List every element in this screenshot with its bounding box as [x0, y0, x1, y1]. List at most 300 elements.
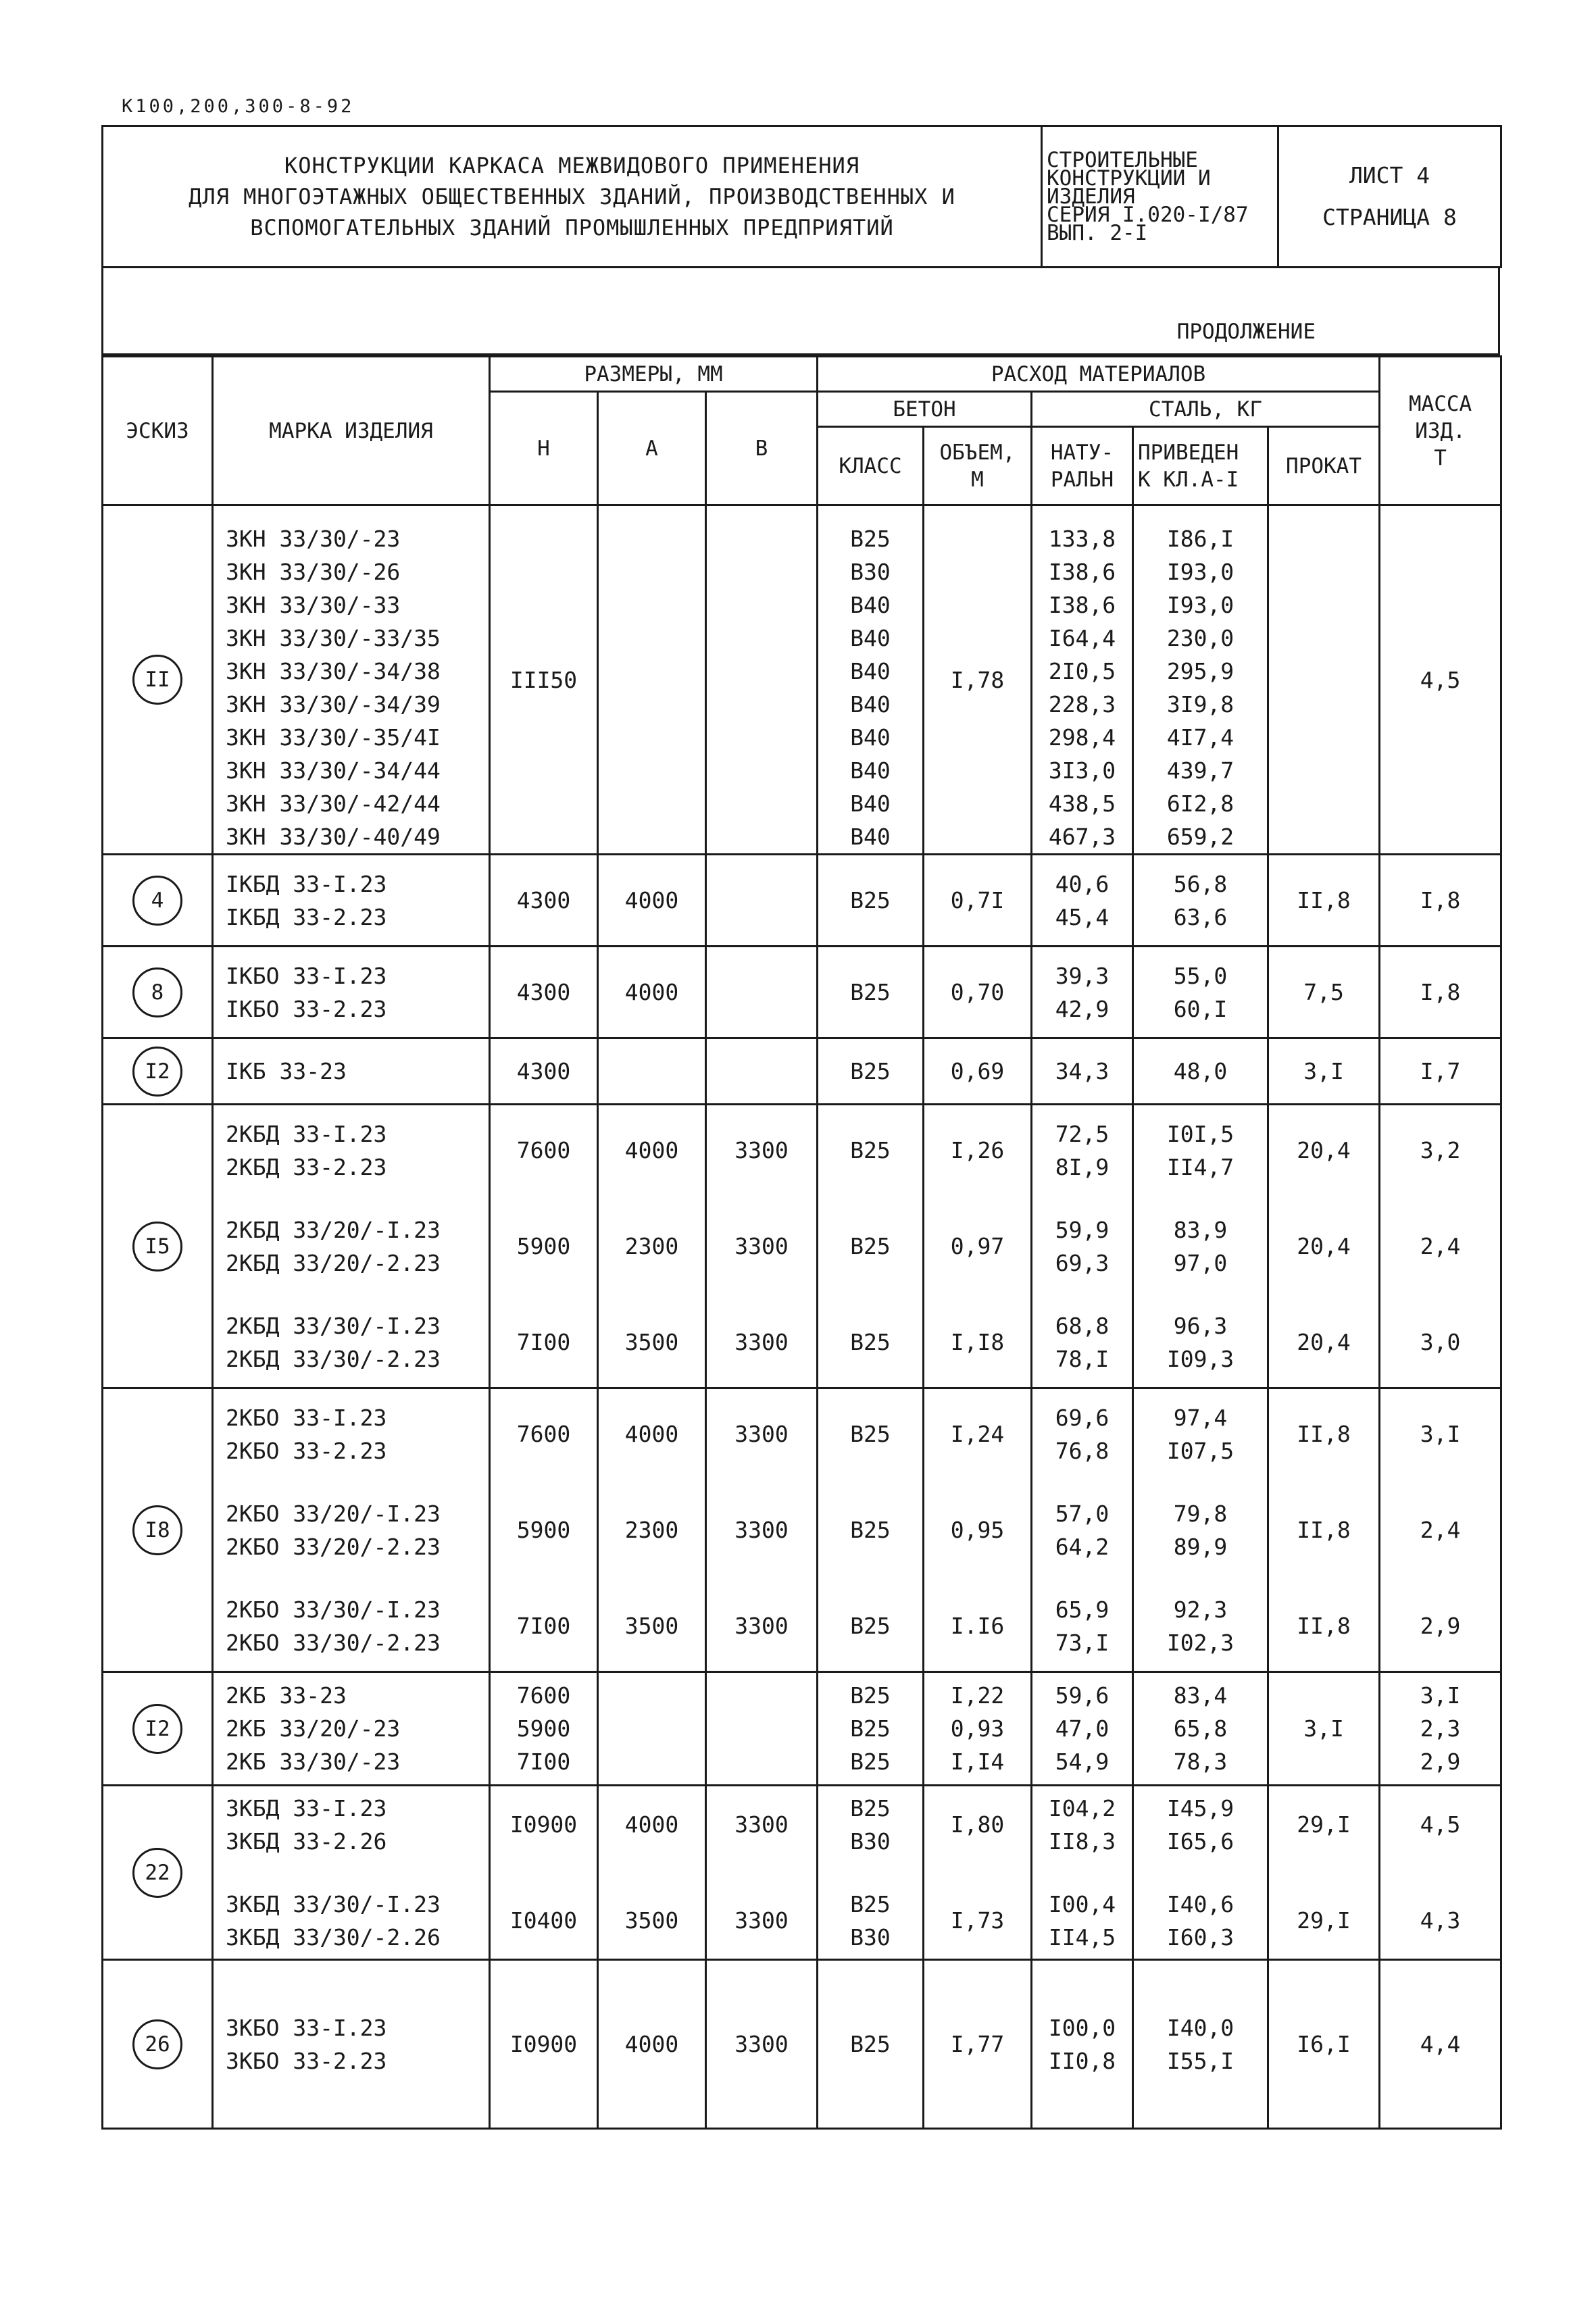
size-b-list	[707, 1117, 816, 1184]
mark: 2КБ 33/20/-23	[226, 1715, 401, 1742]
steel-rolled-list	[1269, 2011, 1378, 2078]
steel-natural-list	[1032, 522, 1132, 853]
col-natural-line: НАТУ-	[1050, 440, 1114, 465]
steel-rolled: II,8	[1297, 1517, 1351, 1543]
mass: 3,I	[1420, 1682, 1461, 1709]
col-mass-line: МАССА	[1408, 391, 1472, 416]
concrete-volume: 0,70	[950, 979, 1005, 1005]
steel-rolled-cell	[1268, 855, 1380, 947]
group-gap	[1269, 1184, 1378, 1213]
concrete-volume-cell	[924, 1038, 1032, 1105]
concrete-class: B25	[850, 1233, 891, 1259]
materials-table	[101, 355, 1502, 2130]
size-b-list	[707, 976, 816, 1009]
steel-rolled-cell	[1268, 1786, 1380, 1960]
steel-reduced: 295,9	[1166, 658, 1235, 684]
size-b-list	[707, 1497, 816, 1563]
title-line: КОНСТРУКЦИИ КАРКАСА МЕЖВИДОВОГО ПРИМЕНЕНИЯ	[284, 153, 860, 178]
concrete-class-list	[818, 1401, 922, 1467]
size-h-list	[491, 2011, 597, 2078]
size-h-list	[491, 1055, 597, 1088]
group-gap	[1134, 1467, 1267, 1497]
size-a-list	[599, 1309, 705, 1376]
concrete-class: B25	[850, 526, 891, 552]
mark: 2КБД 33-2.23	[226, 1153, 387, 1180]
steel-natural: II0,8	[1048, 2047, 1116, 2074]
size-a-list	[599, 1401, 705, 1467]
size-b: 3300	[734, 1137, 789, 1163]
steel-reduced: I65,6	[1166, 1828, 1235, 1855]
continuation-bar	[101, 268, 1500, 355]
size-a-list	[599, 1117, 705, 1184]
mark: 3КН 33/30/-23	[226, 526, 401, 552]
group-gap	[491, 1467, 597, 1497]
concrete-class-list	[818, 1213, 922, 1280]
concrete-volume: I,24	[950, 1421, 1005, 1447]
steel-natural-list	[1032, 1401, 1132, 1467]
mass-list	[1380, 1679, 1500, 1778]
concrete-volume: I,73	[950, 1907, 1005, 1934]
steel-natural: 438,5	[1048, 790, 1116, 817]
steel-reduced-list	[1134, 959, 1267, 1026]
size-h-cell	[490, 1960, 598, 2129]
steel-reduced: I45,9	[1166, 1794, 1235, 1821]
steel-rolled: 20,4	[1297, 1137, 1351, 1163]
size-a-list	[599, 1888, 705, 1954]
mark-cell	[213, 1388, 490, 1672]
mark-list	[226, 867, 489, 934]
steel-reduced: I07,5	[1166, 1437, 1235, 1464]
concrete-volume-list	[924, 1679, 1030, 1778]
size-a-list	[599, 959, 705, 1026]
mass: 2,4	[1420, 1517, 1461, 1543]
steel-reduced-list	[1134, 867, 1267, 934]
steel-natural: I00,4	[1048, 1890, 1116, 1917]
col-natural-line: РАЛЬН	[1050, 467, 1114, 492]
size-b-cell	[706, 1038, 818, 1105]
steel-reduced: 96,3	[1173, 1312, 1228, 1339]
col-a: А	[598, 392, 706, 505]
group-gap	[1269, 1467, 1378, 1497]
col-volume-line: М	[971, 467, 984, 492]
sketch-cell	[103, 1672, 213, 1786]
size-a-cell	[598, 1388, 706, 1672]
concrete-class-list	[818, 867, 922, 934]
size-b-list	[707, 1213, 816, 1280]
series-line: СЕРИЯ I.020-I/87	[1047, 202, 1249, 227]
concrete-volume-list	[924, 514, 1030, 845]
mark-list	[226, 1593, 489, 1659]
sketch-number-badge: 4	[132, 876, 182, 926]
sketch-number-badge: 22	[132, 1848, 182, 1898]
concrete-class-cell	[818, 1960, 924, 2129]
concrete-class: B40	[850, 824, 891, 850]
mark-list	[226, 1117, 489, 1184]
mark-list	[226, 1792, 489, 1858]
table-row	[103, 947, 1501, 1038]
col-materials: РАСХОД МАТЕРИАЛОВ	[818, 357, 1380, 392]
sketch-cell	[103, 1038, 213, 1105]
steel-reduced: I60,3	[1166, 1923, 1235, 1951]
group-gap	[1380, 1563, 1500, 1593]
size-b-cell	[706, 855, 818, 947]
document-code: К100,200,300-8-92	[122, 96, 355, 117]
group-gap	[924, 1280, 1030, 1309]
col-volume-line: ОБЪЕМ,	[939, 440, 1016, 465]
mass-cell	[1380, 1038, 1501, 1105]
steel-natural: 47,0	[1055, 1715, 1109, 1742]
group-gap	[599, 1563, 705, 1593]
size-a-cell	[598, 855, 706, 947]
concrete-class: B30	[850, 1923, 891, 1951]
group-gap	[226, 1858, 489, 1888]
size-a: 4000	[624, 1137, 679, 1163]
col-mass-line: Т	[1434, 445, 1447, 470]
concrete-volume-list	[924, 1888, 1030, 1954]
size-b: 3300	[734, 1517, 789, 1543]
concrete-class-cell	[818, 947, 924, 1038]
sketch-number-badge: I5	[132, 1222, 182, 1272]
sketch-cell	[103, 505, 213, 855]
size-h: 5900	[516, 1233, 571, 1259]
steel-reduced: 65,8	[1173, 1715, 1228, 1742]
concrete-class: B40	[850, 790, 891, 817]
size-h-list	[491, 1117, 597, 1184]
sheet-block	[1278, 126, 1501, 268]
mass-list	[1380, 1401, 1500, 1467]
size-a-list	[599, 1497, 705, 1563]
concrete-class: B25	[850, 1749, 891, 1775]
mark: 3КБО 33-2.23	[226, 2047, 387, 2074]
steel-reduced-cell	[1133, 1105, 1268, 1388]
col-b: В	[706, 392, 818, 505]
steel-reduced-cell	[1133, 1672, 1268, 1786]
concrete-class: B25	[850, 979, 891, 1005]
size-b-list	[707, 531, 816, 829]
steel-natural-cell	[1032, 505, 1133, 855]
group-gap	[599, 1467, 705, 1497]
mark-cell	[213, 1105, 490, 1388]
mass: 2,9	[1420, 1613, 1461, 1639]
concrete-volume-cell	[924, 1786, 1032, 1960]
group-gap	[1380, 1280, 1500, 1309]
steel-rolled: 29,I	[1297, 1811, 1351, 1838]
steel-reduced-cell	[1133, 505, 1268, 855]
concrete-volume: I,22	[950, 1682, 1005, 1709]
steel-rolled-list	[1269, 1213, 1378, 1280]
steel-reduced: 92,3	[1173, 1596, 1228, 1623]
mass-list	[1380, 1792, 1500, 1858]
group-gap	[1032, 1184, 1132, 1213]
mark: IКБД 33-I.23	[226, 870, 387, 897]
col-mass	[1380, 357, 1501, 505]
size-b-list	[707, 1792, 816, 1858]
mark: 2КБ 33/30/-23	[226, 1749, 401, 1775]
col-reduced-line: ПРИВЕДЕН	[1138, 440, 1239, 465]
size-a: 2300	[624, 1517, 679, 1543]
size-h: 5900	[516, 1517, 571, 1543]
table-row	[103, 1038, 1501, 1105]
group-gap	[818, 1280, 922, 1309]
col-natural	[1032, 427, 1133, 505]
mass-cell	[1380, 1960, 1501, 2129]
size-h: I0400	[509, 1907, 578, 1934]
steel-rolled-cell	[1268, 505, 1380, 855]
steel-natural: 69,6	[1055, 1404, 1109, 1431]
size-h-cell	[490, 1038, 598, 1105]
steel-natural: 467,3	[1048, 824, 1116, 850]
steel-reduced: I55,I	[1166, 2047, 1235, 2074]
steel-natural: 76,8	[1055, 1437, 1109, 1464]
mark-cell	[213, 1786, 490, 1960]
steel-rolled: 20,4	[1297, 1233, 1351, 1259]
size-h-cell	[490, 855, 598, 947]
group-gap	[599, 1858, 705, 1888]
group-gap	[1380, 1184, 1500, 1213]
mark-list	[226, 1309, 489, 1376]
steel-natural-list	[1032, 1117, 1132, 1184]
mark: 3КБД 33-I.23	[226, 1794, 387, 1821]
concrete-class: B25	[850, 887, 891, 913]
concrete-volume-list	[924, 1401, 1030, 1467]
steel-reduced: 78,3	[1173, 1749, 1228, 1775]
sketch-number-badge: I8	[132, 1505, 182, 1555]
mark-list	[226, 1055, 489, 1088]
document-sheet	[101, 125, 1500, 2219]
col-mass-line: ИЗД.	[1415, 418, 1466, 443]
mass-list	[1380, 1593, 1500, 1659]
steel-natural: 78,I	[1055, 1345, 1109, 1372]
mark: 2КБД 33/20/-I.23	[226, 1216, 441, 1243]
group-gap	[707, 1467, 816, 1497]
mark-list	[226, 1497, 489, 1563]
size-h-list	[491, 1213, 597, 1280]
mass-cell	[1380, 505, 1501, 855]
mass-cell	[1380, 1786, 1501, 1960]
mass-list	[1380, 867, 1500, 934]
size-h-cell	[490, 1388, 598, 1672]
size-h-cell	[490, 1786, 598, 1960]
series-line: ВЫП. 2-I	[1047, 220, 1148, 245]
sheet-number: ЛИСТ 4	[1349, 162, 1430, 188]
size-b: 3300	[734, 1421, 789, 1447]
mass-list	[1380, 2011, 1500, 2078]
table-header	[103, 357, 1501, 505]
concrete-class-list	[818, 1888, 922, 1954]
steel-natural-list	[1032, 867, 1132, 934]
table-body	[103, 505, 1501, 2129]
mark: 2КБД 33-I.23	[226, 1120, 387, 1147]
steel-natural-cell	[1032, 1786, 1133, 1960]
steel-natural-list	[1032, 1055, 1132, 1088]
steel-reduced: I40,6	[1166, 1890, 1235, 1917]
mark-list	[226, 522, 489, 853]
mark-list	[226, 1679, 489, 1778]
series-block	[1042, 126, 1278, 268]
mass-list	[1380, 1309, 1500, 1376]
size-h: III50	[509, 666, 578, 693]
mark: 3КН 33/30/-26	[226, 559, 401, 585]
steel-rolled-list	[1269, 531, 1378, 829]
mark: 2КБО 33/30/-2.23	[226, 1629, 441, 1656]
concrete-volume: 0,7I	[950, 887, 1005, 913]
size-b-list	[707, 1309, 816, 1376]
concrete-class: B25	[850, 1329, 891, 1355]
steel-natural: 57,0	[1055, 1500, 1109, 1527]
group-gap	[1032, 1858, 1132, 1888]
steel-rolled-list	[1269, 1117, 1378, 1184]
concrete-volume-list	[924, 867, 1030, 934]
mass: 2,3	[1420, 1715, 1461, 1742]
mark-list	[226, 959, 489, 1026]
size-a: 4000	[624, 1811, 679, 1838]
steel-reduced: 4I7,4	[1166, 724, 1235, 751]
size-a-list	[599, 1213, 705, 1280]
size-h: 4300	[516, 979, 571, 1005]
sketch-cell	[103, 855, 213, 947]
table-row	[103, 1388, 1501, 1672]
steel-reduced-cell	[1133, 855, 1268, 947]
concrete-volume-cell	[924, 1105, 1032, 1388]
concrete-class-cell	[818, 1388, 924, 1672]
title-line: ВСПОМОГАТЕЛЬНЫХ ЗДАНИЙ ПРОМЫШЛЕННЫХ ПРЕДПРИЯТИЙ	[250, 215, 894, 241]
group-gap	[707, 1563, 816, 1593]
mark: IКБД 33-2.23	[226, 903, 387, 930]
steel-reduced: I40,0	[1166, 2014, 1235, 2041]
steel-reduced: 3I9,8	[1166, 691, 1235, 718]
series-line: КОНСТРУКЦИИ И	[1047, 166, 1211, 191]
steel-natural: 34,3	[1055, 1058, 1109, 1084]
steel-rolled-cell	[1268, 1672, 1380, 1786]
group-gap	[1134, 1280, 1267, 1309]
steel-rolled: II,8	[1297, 887, 1351, 913]
steel-reduced: II4,7	[1166, 1153, 1235, 1180]
size-b-cell	[706, 1105, 818, 1388]
steel-natural: 64,2	[1055, 1533, 1109, 1560]
steel-rolled-list	[1269, 1593, 1378, 1659]
mark: 2КБО 33/20/-2.23	[226, 1533, 441, 1560]
steel-natural-list	[1032, 959, 1132, 1026]
steel-natural: 133,8	[1048, 526, 1116, 552]
concrete-class: B40	[850, 757, 891, 784]
steel-reduced: I09,3	[1166, 1345, 1235, 1372]
concrete-class: B40	[850, 691, 891, 718]
concrete-volume: I,78	[950, 666, 1005, 693]
size-a-list	[599, 1792, 705, 1858]
group-gap	[1134, 1184, 1267, 1213]
concrete-volume: I,I8	[950, 1329, 1005, 1355]
size-b-list	[707, 884, 816, 917]
mass-cell	[1380, 1105, 1501, 1388]
sketch-cell	[103, 947, 213, 1038]
size-a-list	[599, 1593, 705, 1659]
concrete-volume-cell	[924, 1960, 1032, 2129]
mark: 3КН 33/30/-34/44	[226, 757, 441, 784]
sketch-number-badge: I2	[132, 1704, 182, 1754]
size-a-cell	[598, 1960, 706, 2129]
sketch-cell	[103, 1388, 213, 1672]
concrete-class: B25	[850, 1794, 891, 1821]
concrete-class-list	[818, 1792, 922, 1858]
group-gap	[924, 1858, 1030, 1888]
steel-natural-list	[1032, 1792, 1132, 1858]
sketch-number-badge: I2	[132, 1047, 182, 1097]
size-h-list	[491, 959, 597, 1026]
group-gap	[1032, 1280, 1132, 1309]
mass: 4,3	[1420, 1907, 1461, 1934]
col-class: КЛАСС	[818, 427, 924, 505]
size-h: 7600	[516, 1682, 571, 1709]
steel-natural-cell	[1032, 1388, 1133, 1672]
sketch-cell	[103, 1786, 213, 1960]
steel-natural: 40,6	[1055, 870, 1109, 897]
mark: IКБО 33-I.23	[226, 962, 387, 989]
size-b-cell	[706, 1786, 818, 1960]
concrete-class-cell	[818, 505, 924, 855]
concrete-class-cell	[818, 1786, 924, 1960]
steel-reduced-list	[1134, 1213, 1267, 1280]
size-a-list	[599, 2011, 705, 2078]
size-h: 7600	[516, 1421, 571, 1447]
size-b: 3300	[734, 2031, 789, 2057]
mass: 3,0	[1420, 1329, 1461, 1355]
steel-rolled-cell	[1268, 947, 1380, 1038]
steel-natural: 3I3,0	[1048, 757, 1116, 784]
concrete-class-list	[818, 2011, 922, 2078]
size-b-cell	[706, 1672, 818, 1786]
size-h: I0900	[509, 2031, 578, 2057]
mark-list	[226, 2011, 489, 2078]
mark-cell	[213, 505, 490, 855]
mark: IКБ 33-23	[226, 1058, 347, 1084]
concrete-class-list	[818, 1309, 922, 1376]
concrete-class: B30	[850, 1828, 891, 1855]
size-b-list	[707, 1888, 816, 1954]
group-gap	[491, 1563, 597, 1593]
concrete-volume-list	[924, 2011, 1030, 2078]
mark-list	[226, 1401, 489, 1467]
size-b-list	[707, 1401, 816, 1467]
group-gap	[599, 1280, 705, 1309]
mark-cell	[213, 1038, 490, 1105]
size-h: I0900	[509, 1811, 578, 1838]
steel-rolled: 3,I	[1303, 1715, 1344, 1742]
steel-natural: I38,6	[1048, 592, 1116, 618]
col-rolled: ПРОКАТ	[1268, 427, 1380, 505]
group-gap	[1269, 1280, 1378, 1309]
steel-reduced: 83,4	[1173, 1682, 1228, 1709]
concrete-volume: 0,69	[950, 1058, 1005, 1084]
mark-cell	[213, 947, 490, 1038]
steel-natural-cell	[1032, 1038, 1133, 1105]
steel-reduced: 79,8	[1173, 1500, 1228, 1527]
group-gap	[818, 1858, 922, 1888]
mass-list	[1380, 1497, 1500, 1563]
concrete-volume: 0,95	[950, 1517, 1005, 1543]
title-line: ДЛЯ МНОГОЭТАЖНЫХ ОБЩЕСТВЕННЫХ ЗДАНИЙ, ПРОИЗВОДСТВЕННЫХ И	[189, 184, 955, 209]
concrete-class: B40	[850, 625, 891, 651]
group-gap	[226, 1280, 489, 1309]
steel-reduced-cell	[1133, 947, 1268, 1038]
steel-reduced: 48,0	[1173, 1058, 1228, 1084]
steel-reduced-cell	[1133, 1038, 1268, 1105]
group-gap	[1269, 1858, 1378, 1888]
title-block	[101, 125, 1502, 268]
size-a-list	[599, 867, 705, 934]
steel-reduced-cell	[1133, 1786, 1268, 1960]
size-h-list	[491, 1309, 597, 1376]
table-row	[103, 1672, 1501, 1786]
